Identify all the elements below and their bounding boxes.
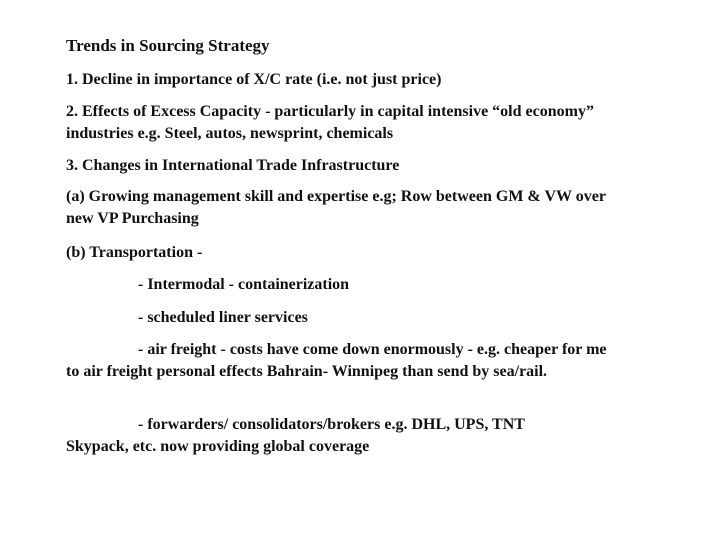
point-3: 3. Changes in International Trade Infrastructure xyxy=(66,157,400,174)
point-2: 2. Effects of Excess Capacity - particularly in capital intensive “old economy” industries e.g. Steel, autos, newsprint, chemicals xyxy=(66,103,594,142)
sub-point-a: (a) Growing management skill and expertise e.g; Row between GM & VW over new VP Purchasing xyxy=(66,188,606,227)
slide-title: Trends in Sourcing Strategy xyxy=(66,36,270,55)
bullet-forwarders: - forwarders/ consolidators/brokers e.g. DHL, UPS, TNT Skypack, etc. now providing global coverage xyxy=(66,416,525,455)
point-1: 1. Decline in importance of X/C rate (i.e. not just price) xyxy=(66,71,442,88)
bullet-liner-services: - scheduled liner services xyxy=(138,309,308,326)
sub-point-b: (b) Transportation - xyxy=(66,244,203,261)
bullet-air-freight: - air freight - costs have come down enormously - e.g. cheaper for me to air freight personal effects Bahrain- Winnipeg than send by sea/rail. xyxy=(66,341,607,380)
bullet-intermodal: - Intermodal - containerization xyxy=(138,276,350,293)
